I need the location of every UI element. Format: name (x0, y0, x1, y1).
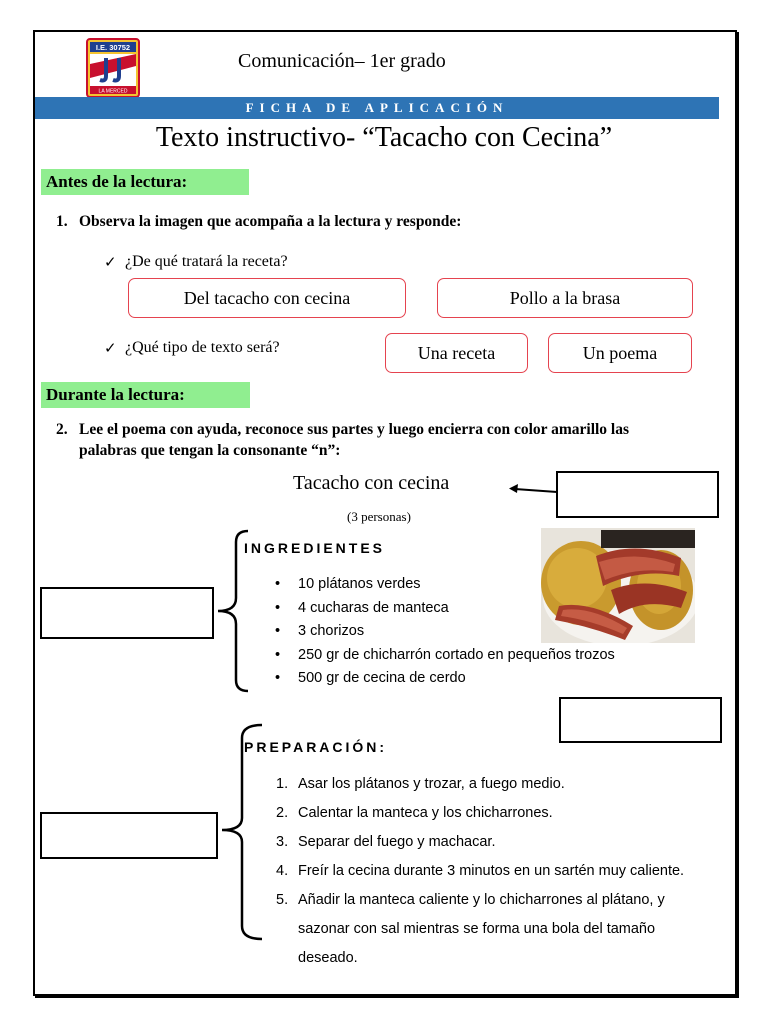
preparation-steps (268, 770, 718, 973)
ingredients-heading: INGREDIENTES (244, 540, 386, 556)
list-item: • 10 plátanos verdes (275, 576, 421, 592)
list-item: • 500 gr de cecina de cerdo (275, 670, 466, 686)
list-item: 3. Separar del fuego y machacar. (276, 834, 496, 850)
option-receta[interactable]: Una receta (385, 333, 528, 373)
brace-icon (218, 722, 264, 942)
answer-box-preparation-right[interactable] (559, 697, 722, 743)
recipe-title: Tacacho con cecina (293, 472, 450, 494)
svg-text:LA MERCED: LA MERCED (98, 88, 128, 95)
section-before-reading: Antes de la lectura: (41, 169, 249, 195)
answer-box-preparation[interactable] (40, 812, 218, 859)
sub-question-text-type: ¿Qué tipo de texto será? (125, 339, 280, 356)
sub-question-recipe-topic: ¿De qué tratará la receta? (125, 253, 288, 270)
recipe-servings: (3 personas) (347, 509, 411, 524)
list-item: • 250 gr de chicharrón cortado en pequeños trozos (275, 646, 615, 663)
preparation-heading: PREPARACIÓN: (244, 739, 388, 755)
subject-grade: Comunicación– 1er grado (238, 50, 446, 72)
checkmark-icon: ✓ (104, 255, 117, 271)
list-item: 2. Calentar la manteca y los chicharrones. (276, 805, 553, 821)
list-item: • 4 cucharas de manteca (275, 599, 449, 616)
list-item: 4. Freír la cecina durante 3 minutos en un sartén muy caliente. (276, 863, 685, 879)
list-item: • 3 chorizos (275, 623, 365, 639)
question-1-text: Observa la imagen que acompaña a la lectura y responde: (79, 213, 462, 230)
checkmark-icon: ✓ (104, 341, 117, 357)
school-logo (86, 38, 140, 98)
option-pollo[interactable]: Pollo a la brasa (437, 278, 693, 318)
question-2-line-2: palabras que tengan la consonante “n”: (79, 442, 341, 459)
question-1-number: 1. (56, 213, 68, 230)
answer-box-title[interactable] (556, 471, 719, 518)
section-during-reading: Durante la lectura: (41, 382, 250, 408)
list-item: 5. Añadir la manteca caliente y lo chicharrones al plátano, y sazonar con sal mientras se forma una bola del tamaño deseado. (276, 892, 665, 966)
list-item: 1. Asar los plátanos y trozar, a fuego medio. (276, 776, 565, 792)
arrow-icon (505, 480, 560, 500)
tacacho-photo (541, 528, 695, 643)
svg-text:I.E. 30752: I.E. 30752 (95, 43, 131, 52)
page-title: Texto instructivo- “Tacacho con Cecina” (155, 122, 613, 153)
option-poema[interactable]: Un poema (548, 333, 692, 373)
answer-box-ingredients[interactable] (40, 587, 214, 639)
question-2-line-1: Lee el poema con ayuda, reconoce sus partes y luego encierra con color amarillo las (79, 421, 630, 438)
question-2-number: 2. (56, 421, 68, 438)
worksheet-banner: FICHA DE APLICACIÓN (35, 97, 719, 119)
option-tacacho[interactable]: Del tacacho con cecina (128, 278, 406, 318)
brace-icon (212, 528, 252, 694)
